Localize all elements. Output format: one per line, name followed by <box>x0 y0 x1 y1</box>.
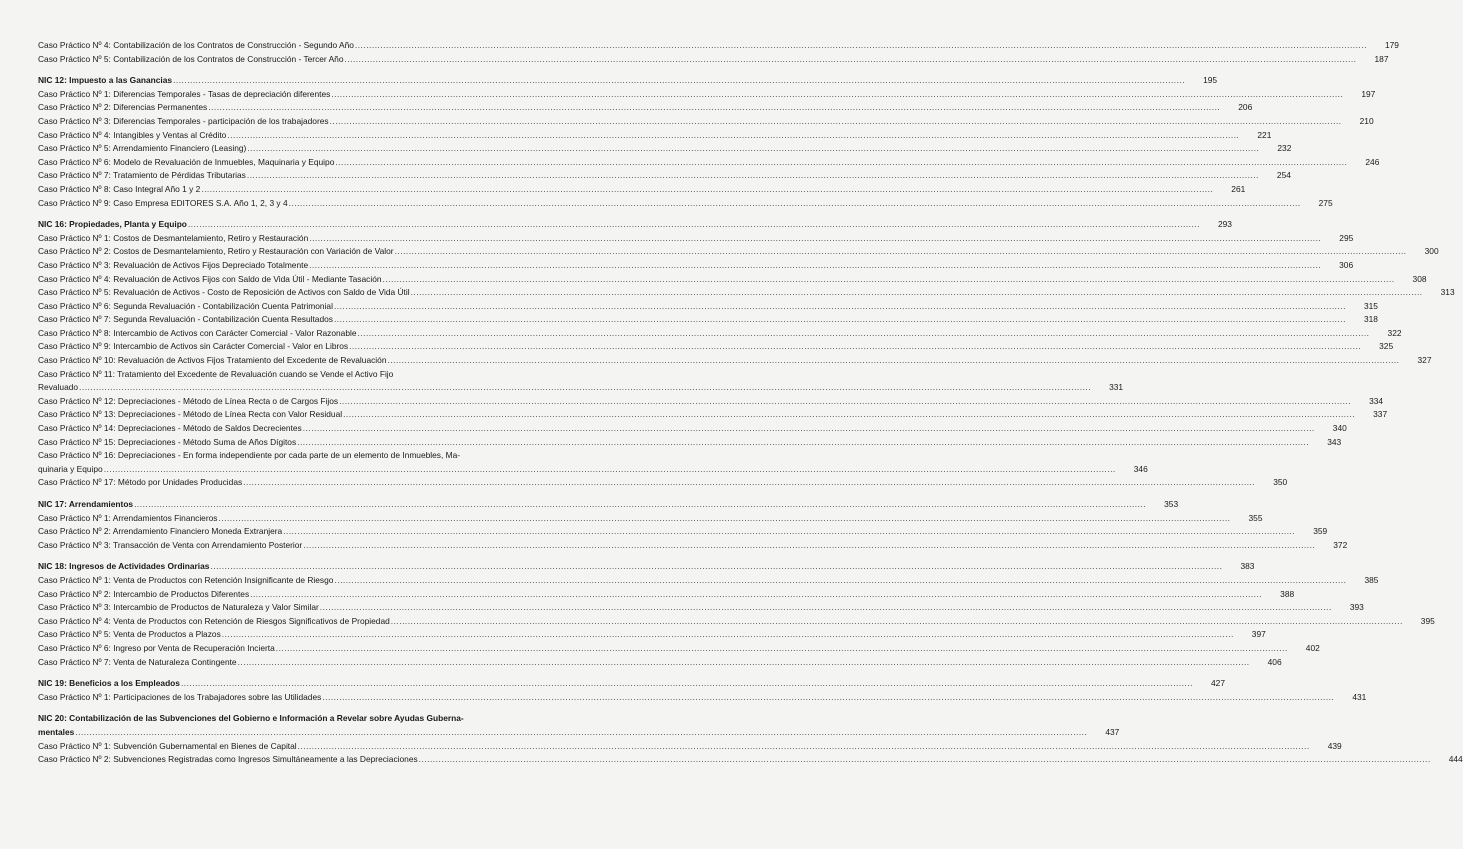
toc-entry <box>38 115 1374 129</box>
entry-title: Caso Práctico Nº 5: Contabilización de los Contratos de Construcción - Tercer Año <box>38 53 344 64</box>
toc-entry <box>38 259 1354 273</box>
page-number: 444 <box>1448 754 1463 765</box>
entry-title: Caso Práctico Nº 7: Segunda Revaluación - Contabilización Cuenta Resultados <box>38 314 333 325</box>
page-number: 179 <box>1384 40 1399 50</box>
page-number: 337 <box>1373 409 1388 420</box>
dot-leader <box>334 300 1346 314</box>
entry-title: Caso Práctico Nº 4: Revaluación de Activos Fijos con Saldo de Vida Útil - Mediante Tasación <box>38 273 382 284</box>
entry-title: Caso Práctico Nº 7: Venta de Naturaleza Contingente <box>38 656 237 667</box>
dot-leader <box>250 588 1262 602</box>
page-number: 293 <box>1217 219 1232 230</box>
toc-entry <box>38 183 1246 197</box>
section-title: mentales <box>38 726 75 737</box>
toc-entry <box>38 197 1333 211</box>
entry-title-line: Caso Práctico Nº 11: Tratamiento del Excedente de Revaluación cuando se Vende el Activo Fijo <box>38 368 394 379</box>
entry-title: Caso Práctico Nº 2: Arrendamiento Financiero Moneda Extranjera <box>38 526 283 537</box>
section-title: NIC 16: Propiedades, Planta y Equipo <box>38 219 187 230</box>
dot-leader <box>134 498 1146 512</box>
toc-entry <box>38 169 1291 183</box>
toc-section <box>38 498 1348 552</box>
page-number: 393 <box>1349 602 1364 613</box>
toc-entry <box>38 313 1378 327</box>
page-number: 343 <box>1327 436 1342 447</box>
dot-leader <box>218 512 1230 526</box>
page-number: 197 <box>1361 88 1376 99</box>
dot-leader <box>355 39 1367 53</box>
section-title: NIC 18: Ingresos de Actividades Ordinarias <box>38 561 210 572</box>
entry-title: Caso Práctico Nº 1: Arrendamientos Financieros <box>38 512 218 523</box>
toc-section <box>38 74 1380 210</box>
entry-title: Caso Práctico Nº 13: Depreciaciones - Método de Línea Recta con Valor Residual <box>38 409 343 420</box>
dot-leader <box>201 183 1213 197</box>
entry-title: Caso Práctico Nº 5: Revaluación de Activos - Costo de Reposición de Activos con Saldo de Vida Útil <box>38 287 410 298</box>
page-number: 210 <box>1359 115 1374 126</box>
entry-title: Caso Práctico Nº 1: Costos de Desmantelamiento, Retiro y Restauración <box>38 232 309 243</box>
entry-title: Caso Práctico Nº 2: Costos de Desmantelamiento, Retiro y Restauración con Variación de Valor <box>38 246 394 257</box>
toc-entry <box>38 753 1463 767</box>
toc-entry <box>38 525 1328 539</box>
toc-entry <box>38 53 1389 67</box>
page-number: 246 <box>1365 156 1380 167</box>
dot-leader <box>330 115 1342 129</box>
entry-title: Caso Práctico Nº 5: Arrendamiento Financiero (Leasing) <box>38 143 247 154</box>
toc-section <box>38 712 1463 766</box>
page-number: 261 <box>1231 183 1246 194</box>
toc-entry <box>38 129 1272 143</box>
dot-leader <box>289 197 1301 211</box>
page-number: 439 <box>1327 740 1342 751</box>
toc-entry <box>38 88 1376 102</box>
toc-entry <box>38 340 1394 354</box>
dot-leader <box>243 476 1255 490</box>
toc-entry <box>38 300 1378 314</box>
page-number: 318 <box>1363 314 1378 325</box>
entry-title: Caso Práctico Nº 6: Segunda Revaluación - Contabilización Cuenta Patrimonial <box>38 300 333 311</box>
entry-title: Caso Práctico Nº 8: Caso Integral Año 1 y 2 <box>38 183 201 194</box>
toc-entry <box>38 408 1388 422</box>
page-number: 275 <box>1318 197 1333 208</box>
section-heading <box>38 218 1232 232</box>
section-title-line: NIC 20: Contabilización de las Subvenciones del Gobierno e Información a Revelar sobre Ayudas Guberna- <box>38 713 464 724</box>
page-number: 331 <box>1109 382 1124 393</box>
page-number: 359 <box>1313 526 1328 537</box>
toc-entry <box>38 601 1364 615</box>
section-heading <box>38 560 1255 574</box>
toc-entry <box>38 327 1402 341</box>
section-gap <box>38 66 552 74</box>
toc-entry <box>38 512 1263 526</box>
dot-leader <box>349 340 1361 354</box>
toc-entry <box>38 156 1380 170</box>
dot-leader <box>334 313 1346 327</box>
entry-title: Caso Práctico Nº 17: Método por Unidades Producidas <box>38 477 243 488</box>
dot-leader <box>188 218 1200 232</box>
toc-entry <box>38 286 1455 300</box>
dot-leader <box>358 327 1370 341</box>
toc-entry <box>38 395 1384 409</box>
section-gap <box>38 552 552 560</box>
dot-leader <box>343 408 1355 422</box>
toc-entry <box>38 354 1432 368</box>
entry-title: Caso Práctico Nº 4: Contabilización de los Contratos de Construcción - Segundo Año <box>38 40 354 50</box>
dot-leader <box>303 422 1315 436</box>
dot-leader <box>222 628 1234 642</box>
dot-leader <box>79 381 1091 395</box>
entry-title: Caso Práctico Nº 2: Intercambio de Productos Diferentes <box>38 588 250 599</box>
section-heading <box>38 677 1225 691</box>
entry-title: Caso Práctico Nº 9: Intercambio de Activos sin Carácter Comercial - Valor en Libros <box>38 341 349 352</box>
page-number: 195 <box>1203 75 1218 86</box>
page-number: 427 <box>1211 678 1225 689</box>
toc-section <box>38 560 1435 669</box>
dot-leader <box>303 539 1315 553</box>
section-heading <box>38 726 1120 740</box>
dot-leader <box>283 525 1295 539</box>
section-gap <box>38 210 552 218</box>
page-number: 232 <box>1277 143 1292 154</box>
section-heading <box>38 498 1179 512</box>
section-gap <box>38 669 552 677</box>
toc-entry <box>38 574 1379 588</box>
toc-entry <box>38 39 1399 53</box>
section-gap <box>38 490 552 498</box>
entry-title: Caso Práctico Nº 3: Transacción de Venta con Arrendamiento Posterior <box>38 539 303 550</box>
dot-leader <box>181 677 1193 691</box>
toc-entry <box>38 539 1348 553</box>
dot-leader <box>320 601 1332 615</box>
page-number: 315 <box>1363 300 1378 311</box>
page-number: 254 <box>1276 170 1291 181</box>
page-number: 353 <box>1164 499 1179 509</box>
table-of-contents <box>38 39 1463 767</box>
entry-title: Caso Práctico Nº 4: Venta de Productos con Retención de Riesgos Significativos de Propiedad <box>38 615 390 626</box>
dot-leader <box>383 273 1395 287</box>
entry-title: Caso Práctico Nº 14: Depreciaciones - Método de Saldos Decrecientes <box>38 423 302 434</box>
page-number: 385 <box>1364 574 1379 585</box>
toc-entry <box>38 142 1292 156</box>
page-number: 306 <box>1339 259 1354 270</box>
page-number: 395 <box>1420 615 1435 626</box>
dot-leader <box>75 726 1087 740</box>
entry-title: Caso Práctico Nº 3: Intercambio de Productos de Naturaleza y Valor Similar <box>38 602 319 613</box>
entry-title: Caso Práctico Nº 12: Depreciaciones - Método de Línea Recta o de Cargos Fijos <box>38 395 339 406</box>
entry-title: Caso Práctico Nº 2: Diferencias Permanentes <box>38 102 208 113</box>
entry-title-line: Caso Práctico Nº 16: Depreciaciones - En forma independiente por cada parte de un elemento de Inmuebles, Ma- <box>38 450 461 461</box>
toc-entry <box>38 691 1367 705</box>
section-title: NIC 19: Beneficios a los Empleados <box>38 678 180 689</box>
entry-title: Caso Práctico Nº 6: Modelo de Revaluación de Inmuebles, Maquinaria y Equipo <box>38 156 335 167</box>
page-number: 340 <box>1332 423 1347 434</box>
toc-entry <box>38 628 1266 642</box>
entry-title: quinaria y Equipo <box>38 463 103 474</box>
section-heading <box>38 74 1218 88</box>
toc-entry <box>38 476 1288 490</box>
page-number: 206 <box>1238 102 1253 113</box>
dot-leader <box>309 259 1321 273</box>
page-number: 327 <box>1417 355 1432 366</box>
dot-leader <box>344 53 1356 67</box>
entry-title: Revaluado <box>38 382 79 393</box>
dot-leader <box>247 142 1259 156</box>
entry-title: Caso Práctico Nº 2: Subvenciones Registradas como Ingresos Simultáneamente a las Depreciaciones <box>38 754 418 765</box>
dot-leader <box>331 88 1343 102</box>
toc-entry <box>38 588 1295 602</box>
dot-leader <box>334 574 1346 588</box>
page-number: 437 <box>1105 726 1120 737</box>
page-number: 346 <box>1133 463 1148 474</box>
dot-leader <box>247 169 1259 183</box>
dot-leader <box>309 232 1321 246</box>
page-number: 383 <box>1240 561 1255 572</box>
entry-title: Caso Práctico Nº 8: Intercambio de Activos con Carácter Comercial - Valor Razonable <box>38 327 357 338</box>
dot-leader <box>208 101 1220 115</box>
toc-entry <box>38 656 1282 670</box>
page-number: 397 <box>1251 629 1266 640</box>
toc-entry <box>38 740 1342 754</box>
dot-leader <box>238 656 1250 670</box>
entry-title: Caso Práctico Nº 1: Subvención Gubernamental en Bienes de Capital <box>38 740 297 751</box>
toc-entry <box>38 463 1148 477</box>
dot-leader <box>391 615 1403 629</box>
entry-title: Caso Práctico Nº 10: Revaluación de Activos Fijos Tratamiento del Excedente de Revaluación <box>38 355 387 366</box>
entry-title: Caso Práctico Nº 3: Diferencias Temporales - participación de los trabajadores <box>38 115 329 126</box>
page-number: 313 <box>1440 287 1455 298</box>
entry-title: Caso Práctico Nº 4: Intangibles y Ventas al Crédito <box>38 129 227 140</box>
toc-entry <box>38 615 1435 629</box>
page-number: 187 <box>1374 53 1389 64</box>
page-number: 372 <box>1333 539 1348 550</box>
entry-title: Caso Práctico Nº 1: Participaciones de los Trabajadores sobre las Utilidades <box>38 691 322 702</box>
dot-leader <box>339 395 1351 409</box>
dot-leader <box>227 129 1239 143</box>
page-number: 300 <box>1424 246 1439 257</box>
dot-leader <box>298 740 1310 754</box>
toc-entry <box>38 436 1342 450</box>
entry-title: Caso Práctico Nº 1: Diferencias Temporales - Tasas de depreciación diferentes <box>38 88 331 99</box>
toc-entry <box>38 232 1354 246</box>
toc-section <box>38 677 1367 704</box>
dot-leader <box>322 691 1334 705</box>
toc-section <box>38 39 1399 66</box>
page-number: 221 <box>1257 129 1272 140</box>
dot-leader <box>104 463 1116 477</box>
dot-leader <box>276 642 1288 656</box>
page-number: 322 <box>1387 327 1402 338</box>
toc-entry <box>38 245 1439 259</box>
page-number: 355 <box>1248 512 1263 523</box>
entry-title: Caso Práctico Nº 3: Revaluación de Activos Fijos Depreciado Totalmente <box>38 259 309 270</box>
entry-title: Caso Práctico Nº 5: Venta de Productos a Plazos <box>38 629 221 640</box>
dot-leader <box>395 245 1407 259</box>
section-title: NIC 17: Arrendamientos <box>38 499 134 509</box>
dot-leader <box>335 156 1347 170</box>
section-gap <box>38 704 552 712</box>
entry-title: Caso Práctico Nº 15: Depreciaciones - Método Suma de Años Dígitos <box>38 436 297 447</box>
dot-leader <box>419 753 1431 767</box>
entry-title: Caso Práctico Nº 9: Caso Empresa EDITORES S.A. Año 1, 2, 3 y 4 <box>38 197 288 208</box>
dot-leader <box>387 354 1399 368</box>
page-number: 402 <box>1305 642 1320 653</box>
dot-leader <box>297 436 1309 450</box>
toc-entry <box>38 273 1427 287</box>
page-number: 334 <box>1369 395 1384 406</box>
entry-title: Caso Práctico Nº 6: Ingreso por Venta de Recuperación Incierta <box>38 642 275 653</box>
page-number: 308 <box>1412 273 1427 284</box>
entry-title: Caso Práctico Nº 7: Tratamiento de Pérdidas Tributarias <box>38 170 246 181</box>
toc-section <box>38 218 1455 490</box>
dot-leader <box>210 560 1222 574</box>
section-title: NIC 12: Impuesto a las Ganancias <box>38 75 173 86</box>
dot-leader <box>173 74 1185 88</box>
dot-leader <box>411 286 1423 300</box>
toc-entry <box>38 101 1253 115</box>
page-number: 350 <box>1273 477 1288 488</box>
entry-title: Caso Práctico Nº 1: Venta de Productos con Retención Insignificante de Riesgo <box>38 574 334 585</box>
page-number: 406 <box>1267 656 1282 667</box>
page-number: 325 <box>1379 341 1394 352</box>
toc-entry <box>38 422 1347 436</box>
page-number: 388 <box>1280 588 1295 599</box>
page-number: 431 <box>1352 691 1367 702</box>
toc-entry <box>38 381 1124 395</box>
toc-entry <box>38 642 1320 656</box>
page-number: 295 <box>1339 232 1354 243</box>
